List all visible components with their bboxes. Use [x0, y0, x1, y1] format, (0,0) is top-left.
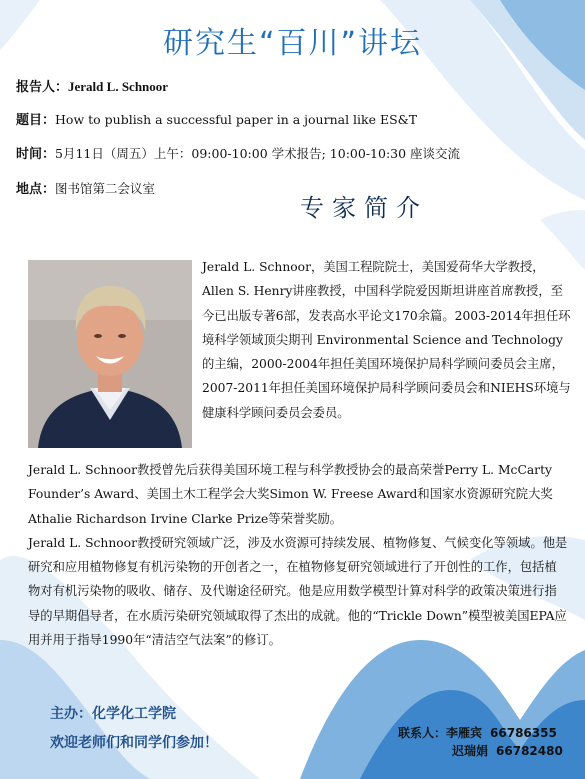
speaker-line	[16, 76, 168, 95]
contact-phone-1: 66786355	[490, 726, 557, 740]
contact-name-1: 李雁宾	[446, 726, 483, 740]
topic-text: How to publish a successful paper in a journal like ES&T	[55, 112, 418, 127]
page-title: 研究生“百川”讲坛	[162, 26, 423, 61]
place-text: 图书馆第二会议室	[55, 181, 156, 196]
portrait-image	[28, 260, 192, 448]
contact-block	[398, 724, 563, 760]
speaker-label: 报告人：	[16, 80, 69, 95]
bio-paragraph-3: Jerald L. Schnoor教授研究领域广泛，涉及水资源可持续发展、植物修复、气候变化等领域。他是研究和应用植物修复有机污染物的开创者之一，在植物修复研究领域进行了开创性的工作，包括植物对有机污染物的吸收、储存、及代谢途径研究。他是应用数学模型计算对科学的政策决策进行指导的早期倡导者，在水质污染研究领域取得了杰出的成就。他的“Trickle Down”模型被美国EPA应用并用于指导1990年“清洁空气法案”的修订。	[28, 535, 568, 648]
bio-paragraph-2: Jerald L. Schnoor教授曾先后获得美国环境工程与科学教授协会的最高荣誉Perry L. McCarty Founder’s Award、美国土木工程学会大奖Simon W. Freese Award和国家水资源研究院大奖Athalie Richardson Irvine Clarke Prize等荣誉奖励。	[28, 463, 553, 526]
section-title: 专家简介	[300, 194, 428, 222]
place-line	[16, 178, 155, 197]
topic-label: 题目：	[16, 113, 56, 128]
time-line	[16, 143, 460, 162]
bio-body	[28, 458, 568, 652]
speaker-name: Jerald L. Schnoor	[68, 79, 169, 94]
contact-phone-2: 66782480	[496, 744, 563, 758]
host-line: 主办：化学化工学院	[50, 706, 176, 722]
topic-line	[16, 109, 417, 128]
place-label: 地点：	[16, 182, 56, 197]
contact-name-2: 迟瑞娟	[452, 744, 489, 758]
time-label: 时间：	[16, 147, 56, 162]
contact-row-2	[398, 742, 563, 760]
contact-row-1	[398, 724, 563, 742]
time-text: 5月11日（周五）上午：09:00-10:00 学术报告; 10:00-10:30 座谈交流	[55, 146, 461, 161]
contact-label: 联系人：	[398, 726, 447, 740]
welcome-line: 欢迎老师们和同学们参加！	[50, 735, 218, 751]
speaker-photo	[28, 260, 192, 448]
bio-paragraph-1: Jerald L. Schnoor，美国工程院院士，美国爱荷华大学教授，Allen S. Henry讲座教授，中国科学院爱因斯坦讲座首席教授，至今已出版专著6部，发表高水平论文170余篇。2003-2014年担任环境科学领域顶尖期刊 Environmental Science and Technology 的主编，2000-2004年担任美国环境保护局科学顾问委员会主席，2007-2011年担任美国环境保护局科学顾问委员会和NIEHS环境与健康科学顾问委员会委员。	[202, 260, 571, 420]
